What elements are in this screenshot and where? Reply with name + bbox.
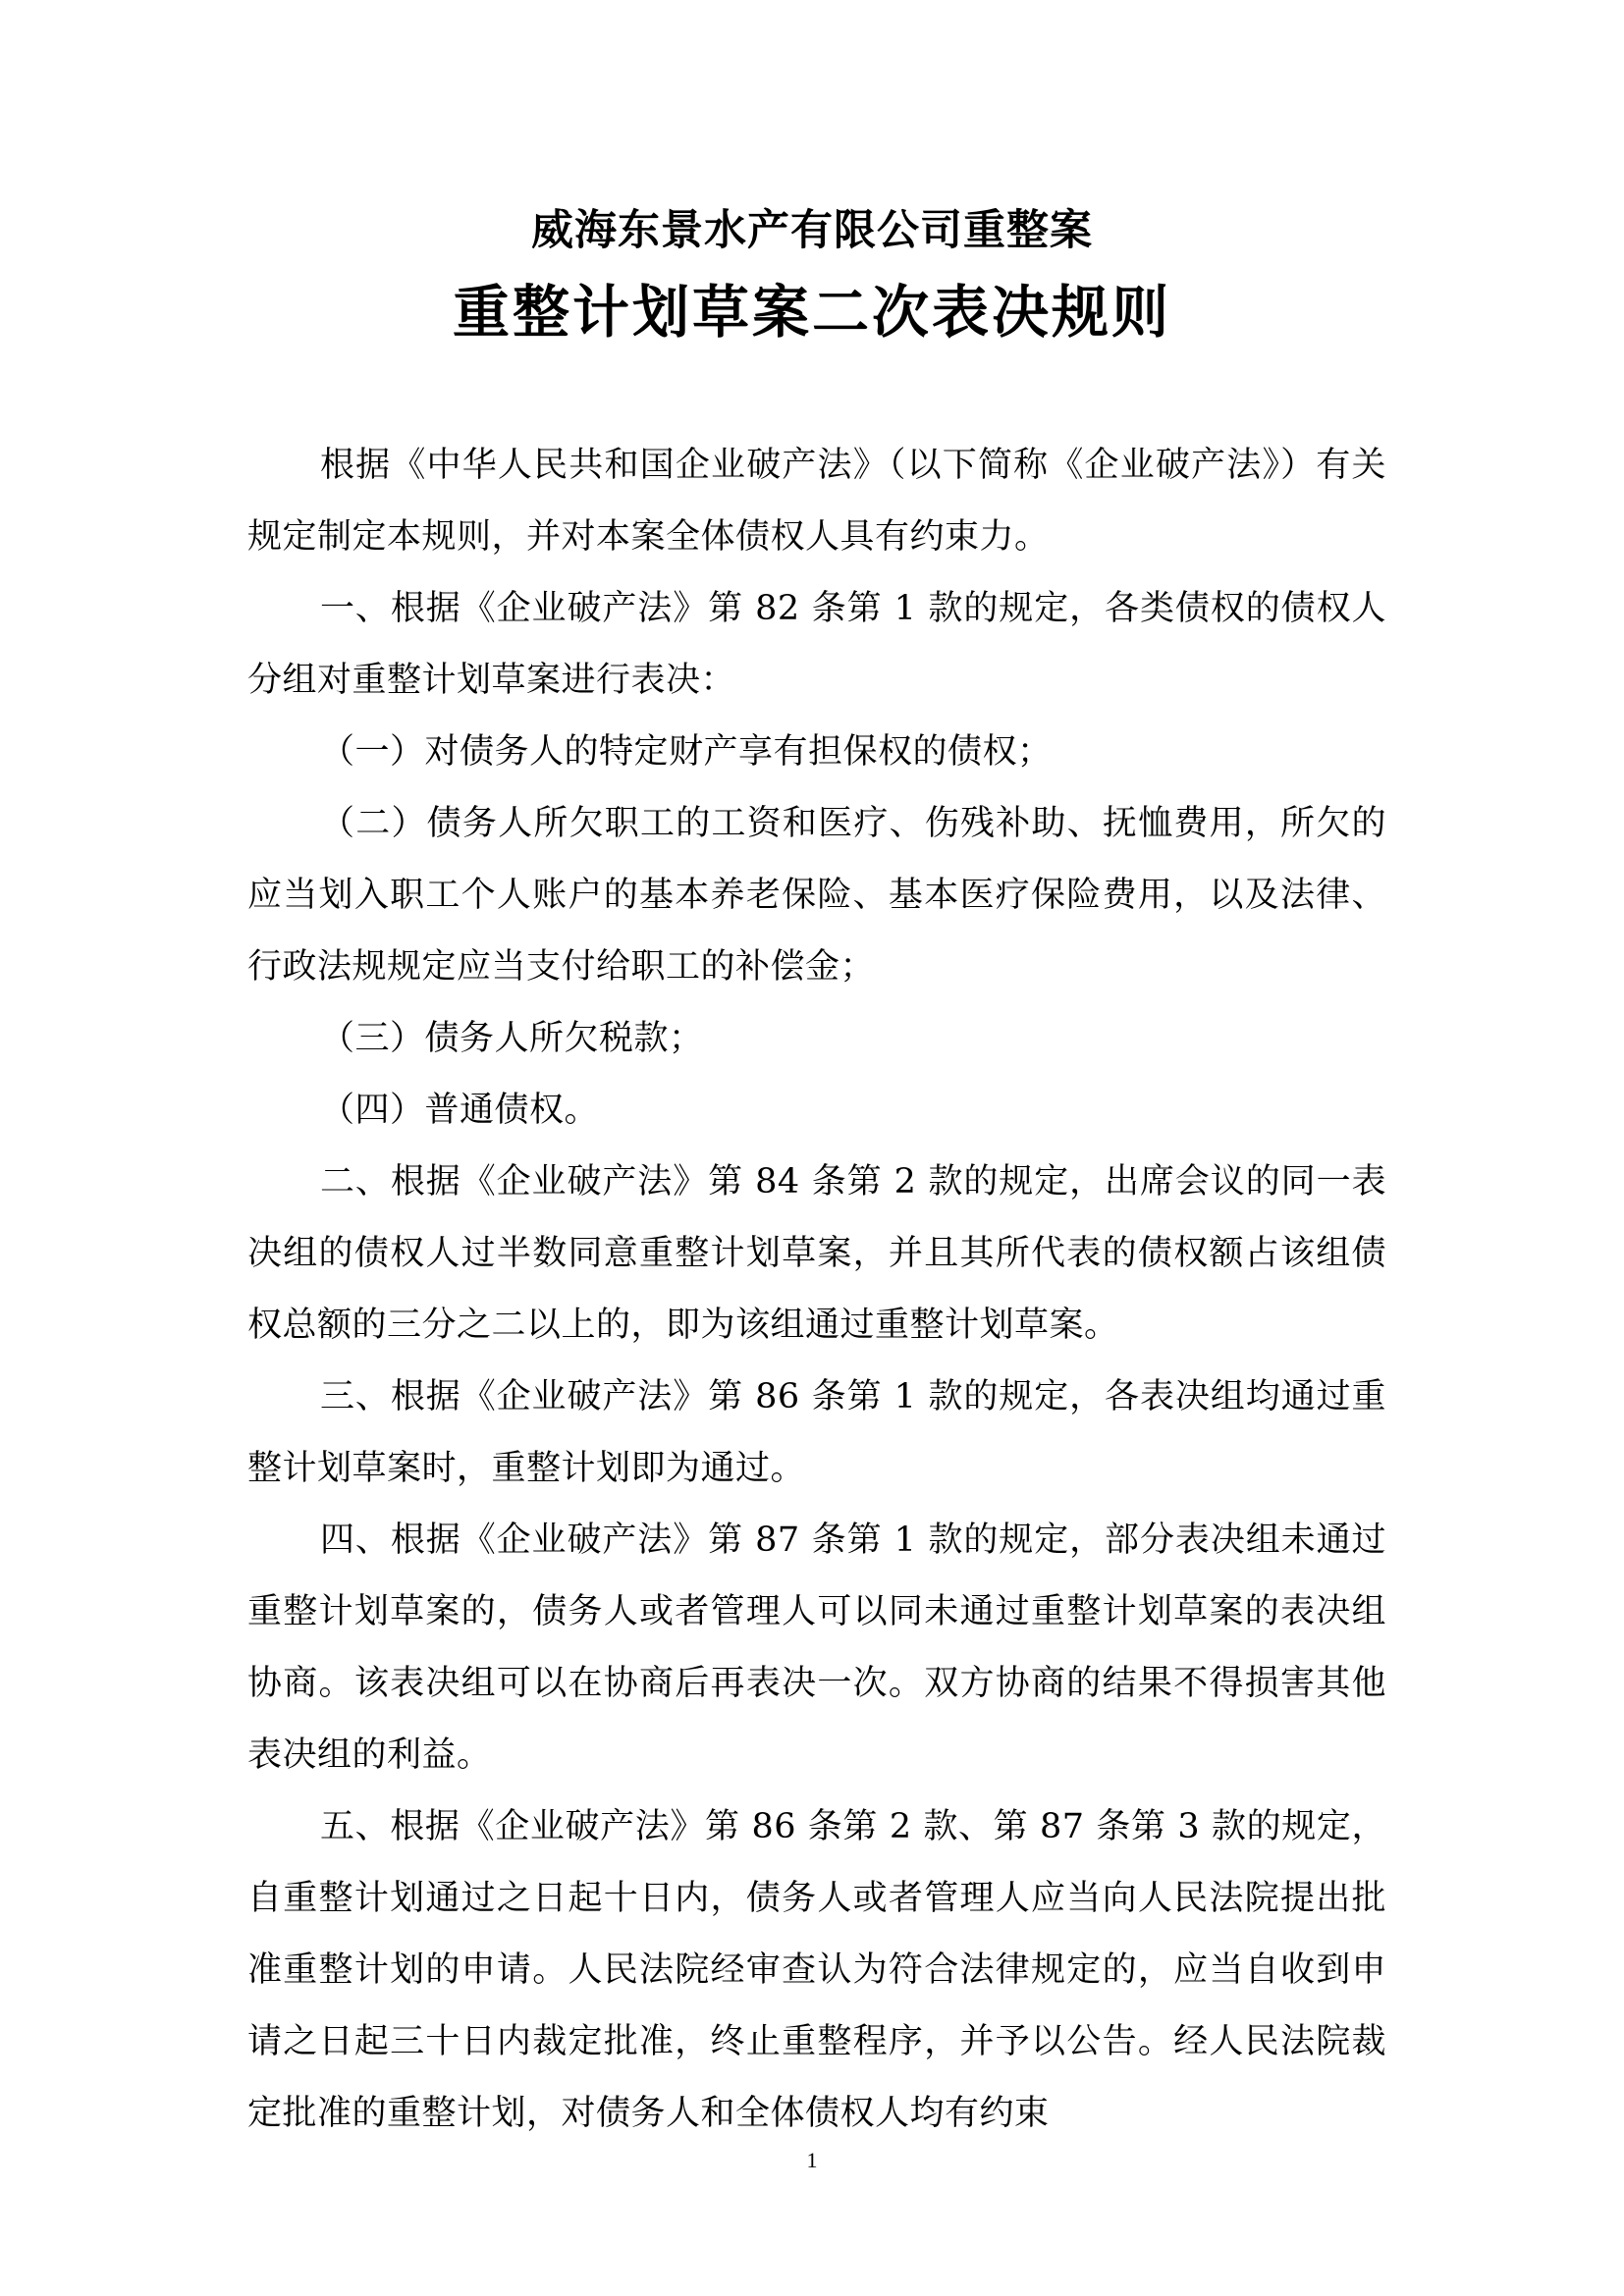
paragraph-rule-5: 五、根据《企业破产法》第 86 条第 2 款、第 87 条第 3 款的规定，自重整计划通过之日起十日内，债务人或者管理人应当向人民法院提出批准重整计划的申请。人民法院经审查认为符合法律规定的，应当自收到申请之日起三十日内裁定批准，终止重整程序，并予以公告。经人民法院裁定批准的重整计划，对债务人和全体债权人均有约束 [247, 1807, 1386, 2133]
page-number: 1 [806, 2148, 818, 2172]
paragraph-rule-1-item-2: （二）债务人所欠职工的工资和医疗、伤残补助、抚恤费用，所欠的应当划入职工个人账户的基本养老保险、基本医疗保险费用，以及法律、行政法规规定应当支付给职工的补偿金； [247, 804, 1386, 987]
paragraph-rule-4: 四、根据《企业破产法》第 87 条第 1 款的规定，部分表决组未通过重整计划草案的，债务人或者管理人可以同未通过重整计划草案的表决组协商。该表决组可以在协商后再表决一次。双方协商的结果不得损害其他表决组的利益。 [247, 1521, 1386, 1775]
paragraph-rule-1: 一、根据《企业破产法》第 82 条第 1 款的规定，各类债权的债权人分组对重整计划草案进行表决： [247, 589, 1386, 700]
paragraph-rule-1-item-4: （四）普通债权。 [320, 1091, 600, 1130]
paragraph-intro: 根据《中华人民共和国企业破产法》（以下简称《企业破产法》）有关规定制定本规则，并对本案全体债权人具有约束力。 [247, 446, 1386, 557]
paragraph-rule-3: 三、根据《企业破产法》第 86 条第 1 款的规定，各表决组均通过重整计划草案时，重整计划即为通过。 [247, 1377, 1386, 1488]
paragraph-rule-1-item-3: （三）债务人所欠税款； [320, 1019, 704, 1058]
document-title: 重整计划草案二次表决规则 [452, 279, 1171, 346]
case-title: 威海东景水产有限公司重整案 [531, 206, 1093, 255]
paragraph-rule-2: 二、根据《企业破产法》第 84 条第 2 款的规定，出席会议的同一表决组的债权人过半数同意重整计划草案，并且其所代表的债权额占该组债权总额的三分之二以上的，即为该组通过重整计划草案。 [247, 1162, 1386, 1345]
paragraph-rule-1-item-1: （一）对债务人的特定财产享有担保权的债权； [320, 732, 1053, 772]
document-body [247, 430, 1386, 2150]
